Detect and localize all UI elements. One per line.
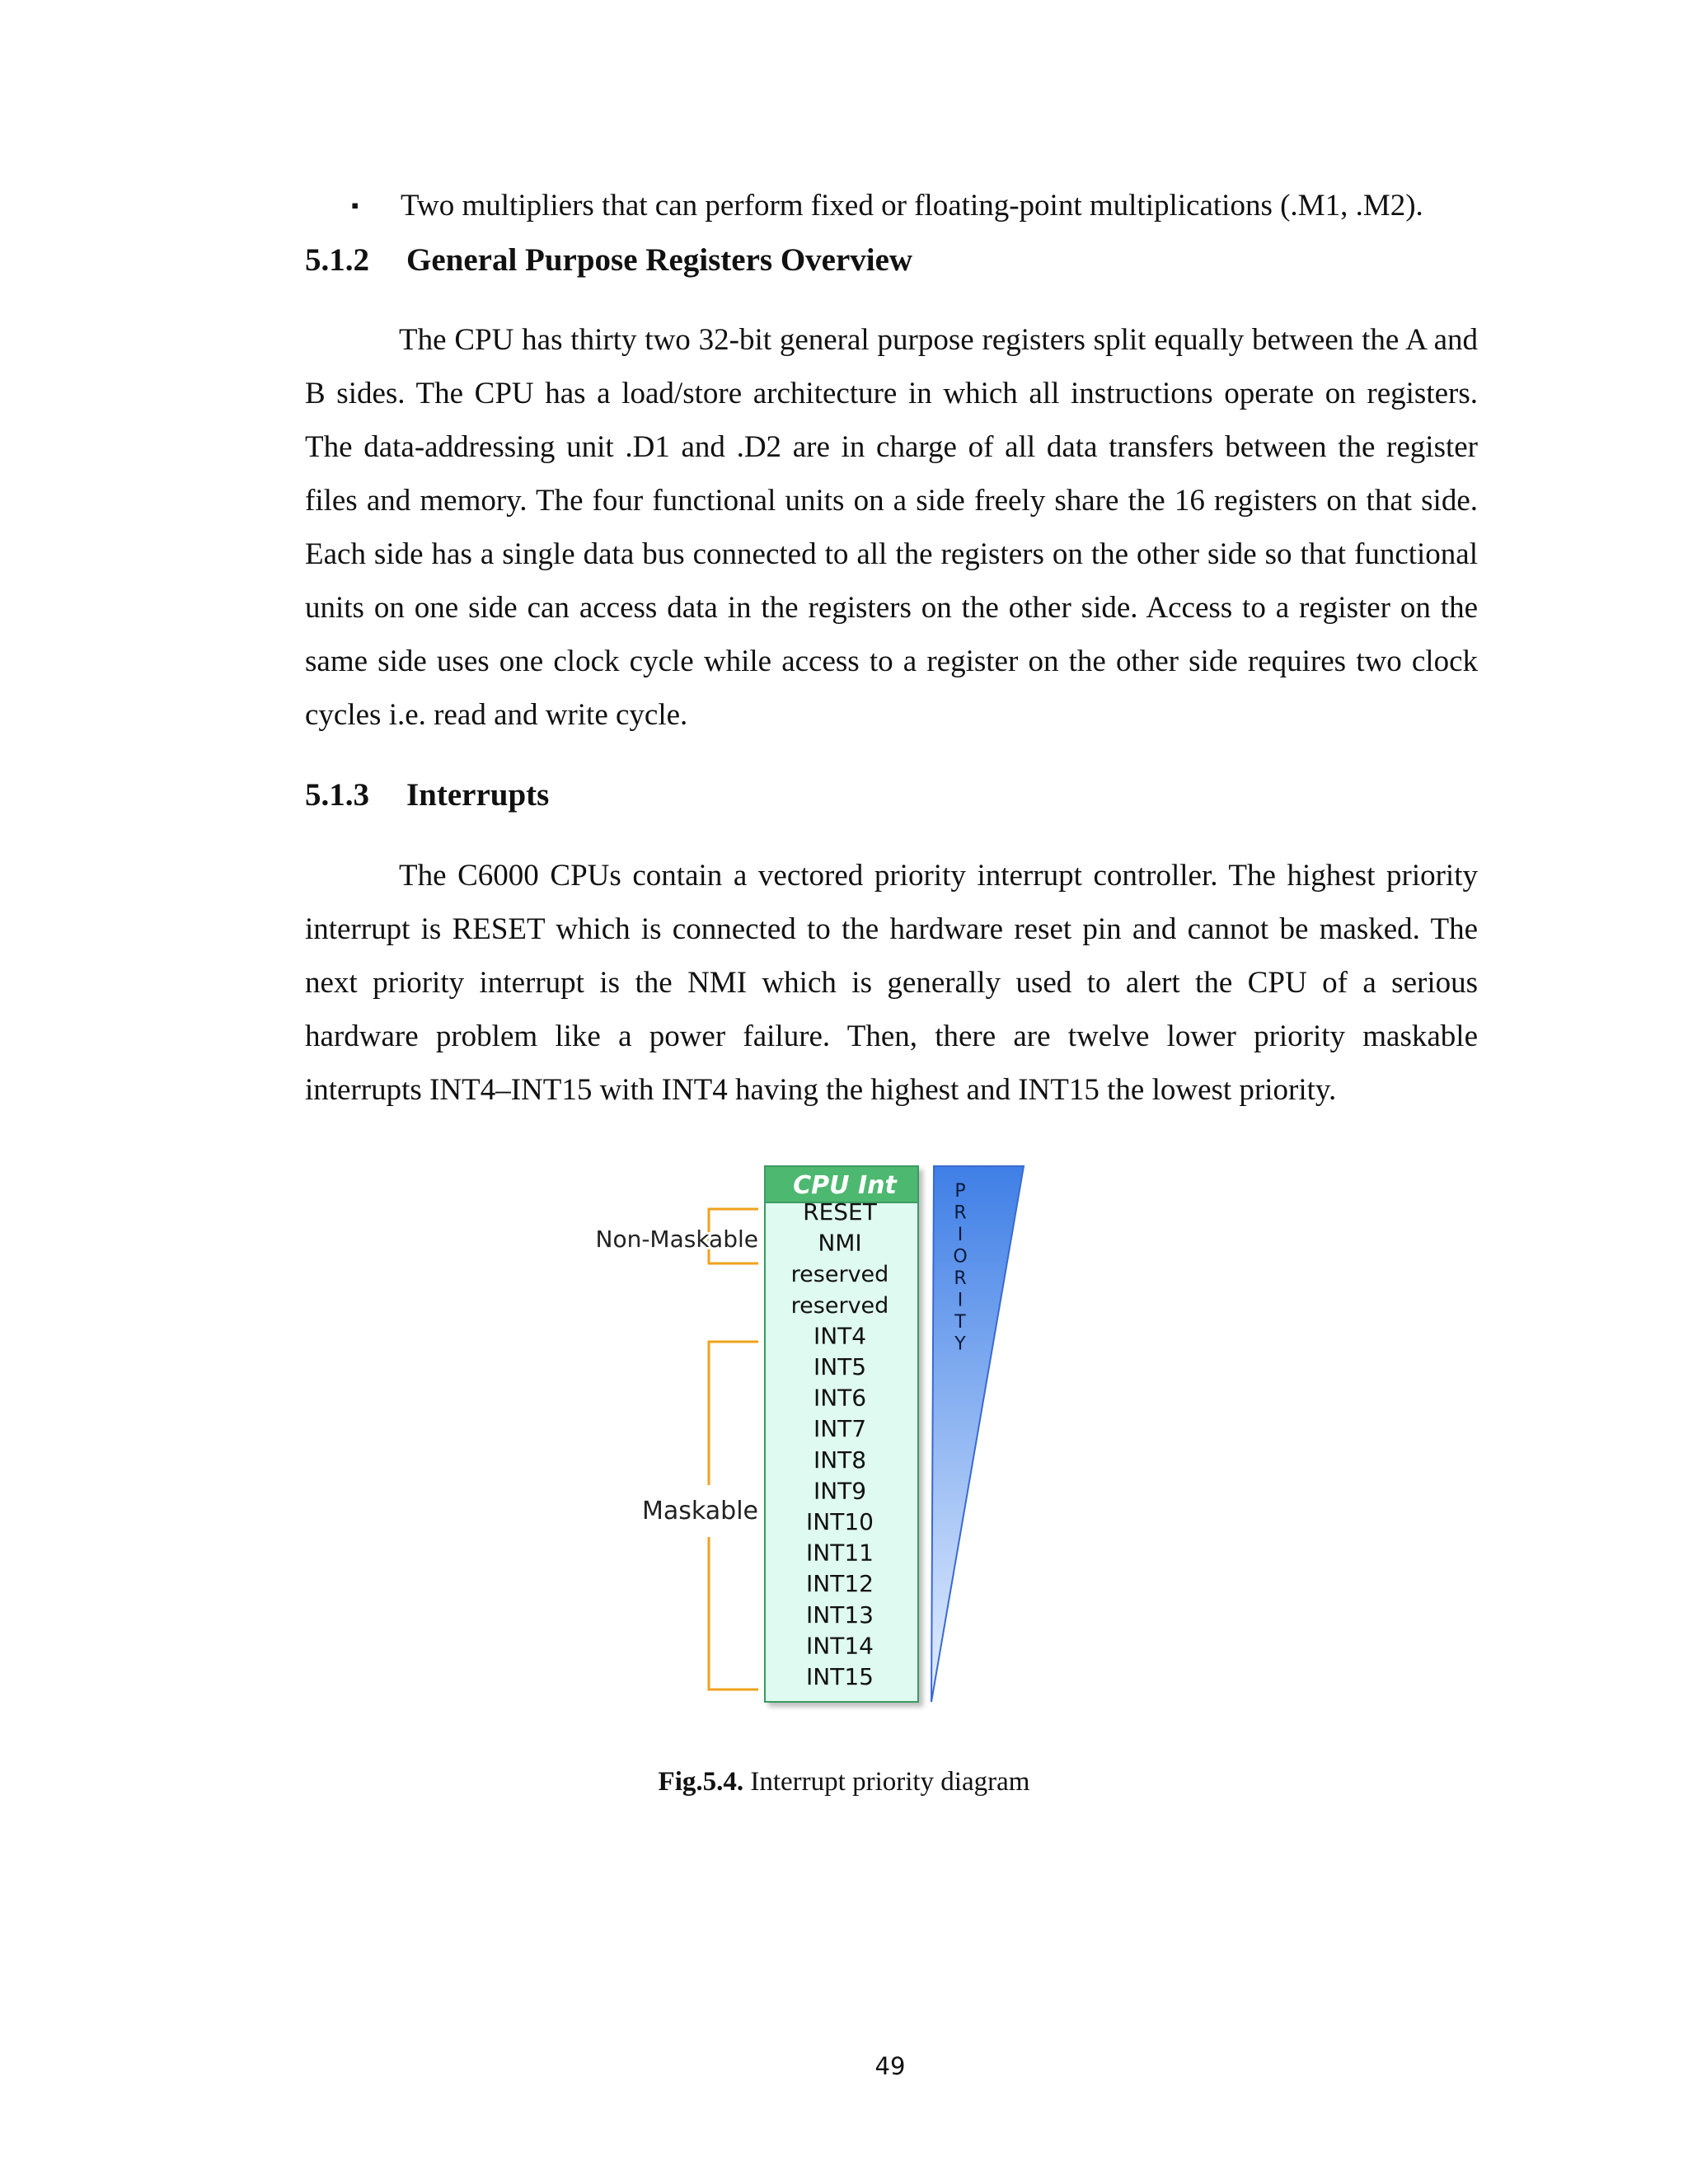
interrupt-row-label: INT6 [813,1384,867,1412]
figure-caption [0,1764,1688,1800]
page-number: 49 [874,2052,906,2080]
interrupt-row-label: INT10 [806,1508,874,1535]
priority-label [953,1181,967,1355]
paragraph-interrupts: The C6000 CPUs contain a vectored priority interrupt controller. The highest priority interrupt is RESET which is connected to the hardware reset pin and cannot be masked. The next priority interrupt is the NMI which is generally used to alert the CPU of a serious hardware problem like a power failure. Then, there are twelve lower priority maskable interrupts INT4–INT15 with INT4 having the highest and INT15 the lowest priority. [305,859,1478,1107]
section-number: 5.1.3 [305,777,369,813]
interrupt-row-label: RESET [803,1198,877,1226]
interrupt-row-label: INT14 [806,1632,874,1660]
section-heading-5-1-3 [305,775,549,816]
priority-letter: R [954,1268,967,1289]
priority-letter: I [957,1290,964,1311]
interrupt-row-label: INT5 [813,1353,867,1380]
priority-letter: I [957,1225,964,1245]
priority-letter: R [954,1202,967,1224]
paragraph-registers: The CPU has thirty two 32-bit general purpose registers split equally between the A and B sides. The CPU has a load/store architecture in which all instructions operate on registers. The data-addressing unit .D1 and .D2 are in charge of all data transfers between the register files and memory. The four functional units on a side freely share the 16 registers on that side. Each side has a single data bus connected to all the registers on the other side so that functional units on one side can access data in the registers on the other side. Access to a register on the same side uses one clock cycle while access to a register on the other side requires two clock cycles i.e. read and write cycle. [305,323,1478,732]
section-title: Interrupts [406,777,550,813]
section-number: 5.1.2 [305,242,369,278]
interrupt-row-label: INT15 [806,1663,874,1690]
interrupt-row-label: INT9 [813,1477,867,1505]
interrupt-row-label: INT11 [806,1539,874,1567]
non-maskable-label: Non-Maskable [595,1226,758,1253]
priority-letter: Y [954,1333,966,1355]
interrupt-priority-figure [593,1162,1039,1714]
bullet-marker: ▪ [351,194,359,218]
bullet-item [351,186,1423,226]
figure-caption-label: Fig.5.4. [658,1767,744,1797]
section-title: General Purpose Registers Overview [406,242,913,278]
priority-letter: P [954,1181,966,1202]
interrupt-row-label: INT13 [806,1601,874,1629]
maskable-label: Maskable [642,1497,758,1526]
interrupt-row-label: NMI [818,1229,862,1257]
interrupt-row-label: INT12 [806,1570,874,1598]
priority-letter: T [954,1312,966,1333]
priority-letter: O [953,1246,968,1268]
interrupt-table-header-text: CPU Int [793,1171,897,1200]
interrupt-row-label: INT7 [813,1415,867,1443]
figure-caption-text: Interrupt priority diagram [750,1767,1030,1797]
priority-wedge [931,1166,1024,1702]
interrupt-row-label: INT8 [813,1446,867,1474]
interrupt-row-label: INT4 [813,1322,867,1350]
interrupt-row-label: reserved [790,1292,889,1319]
bullet-text: Two multipliers that can perform fixed or floating-point multiplications (.M1, .M2). [401,189,1423,223]
section-heading-5-1-2 [305,240,912,281]
interrupt-priority-diagram [593,1162,1039,1714]
interrupt-row-label: reserved [790,1262,889,1288]
